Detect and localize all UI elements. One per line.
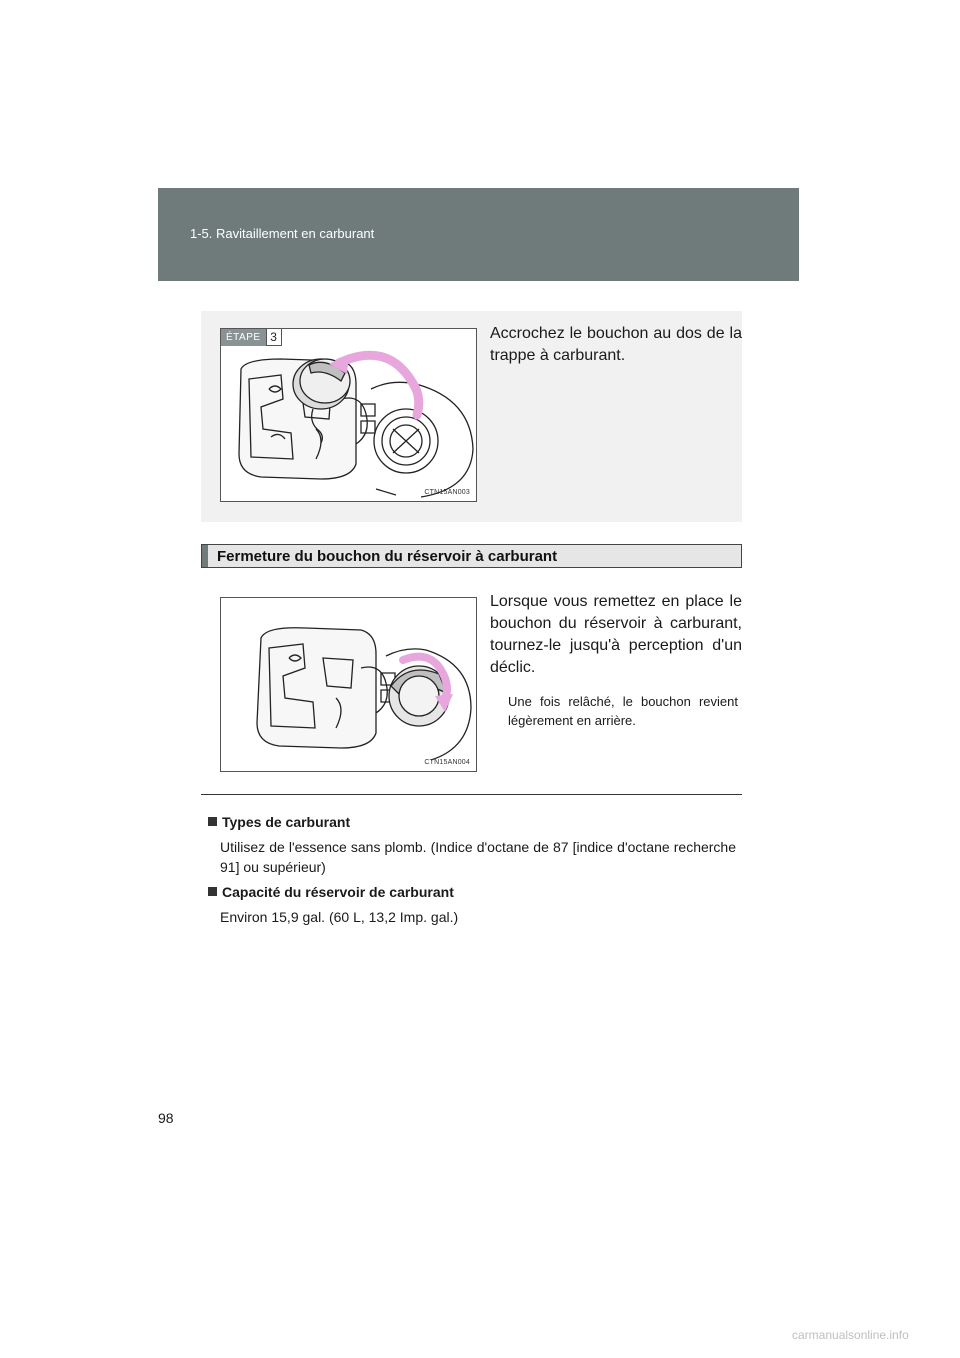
info-body-tank-capacity: Environ 15,9 gal. (60 L, 13,2 Imp. gal.) xyxy=(220,909,459,925)
step-badge xyxy=(221,329,282,346)
figure-code: CTN15AN004 xyxy=(424,759,470,766)
step-badge-number: 3 xyxy=(266,329,282,346)
figure-hook-cap xyxy=(220,328,477,502)
section-heading-bar xyxy=(202,545,208,567)
chapter-title: 1-5. Ravitaillement en carburant xyxy=(190,226,375,241)
info-heading-text: Capacité du réservoir de carburant xyxy=(222,884,454,900)
section-heading: Fermeture du bouchon du réservoir à carburant xyxy=(217,548,558,565)
step-badge-label: ÉTAPE xyxy=(221,329,266,346)
bullet-square-icon xyxy=(208,817,217,826)
bullet-square-icon xyxy=(208,887,217,896)
info-body-fuel-type: Utilisez de l'essence sans plomb. (Indice d'octane de 87 [indice d'octane recherche 91] ou supérieur) xyxy=(220,839,736,875)
page-number: 98 xyxy=(158,1110,174,1126)
chapter-header xyxy=(158,188,799,281)
info-heading-fuel-type xyxy=(208,814,350,830)
section-divider xyxy=(201,794,742,795)
watermark: carmanualsonline.info xyxy=(792,1328,909,1342)
closing-instruction: Lorsque vous remettez en place le bouchon du réservoir à carburant, tournez-le jusqu'à perception d'un déclic. xyxy=(490,593,742,676)
figure-code: CTN15AN003 xyxy=(424,489,470,496)
info-heading-text: Types de carburant xyxy=(222,814,351,830)
section-heading-box xyxy=(201,544,742,568)
info-heading-tank-capacity xyxy=(208,884,454,900)
figure-close-cap xyxy=(220,597,477,772)
fuel-cap-closing-illustration xyxy=(221,598,477,772)
closing-note: Une fois relâché, le bouchon revient légèrement en arrière. xyxy=(508,694,738,728)
fuel-door-cap-hooked-illustration xyxy=(221,329,477,502)
step3-instruction: Accrochez le bouchon au dos de la trappe à carburant. xyxy=(490,325,742,364)
